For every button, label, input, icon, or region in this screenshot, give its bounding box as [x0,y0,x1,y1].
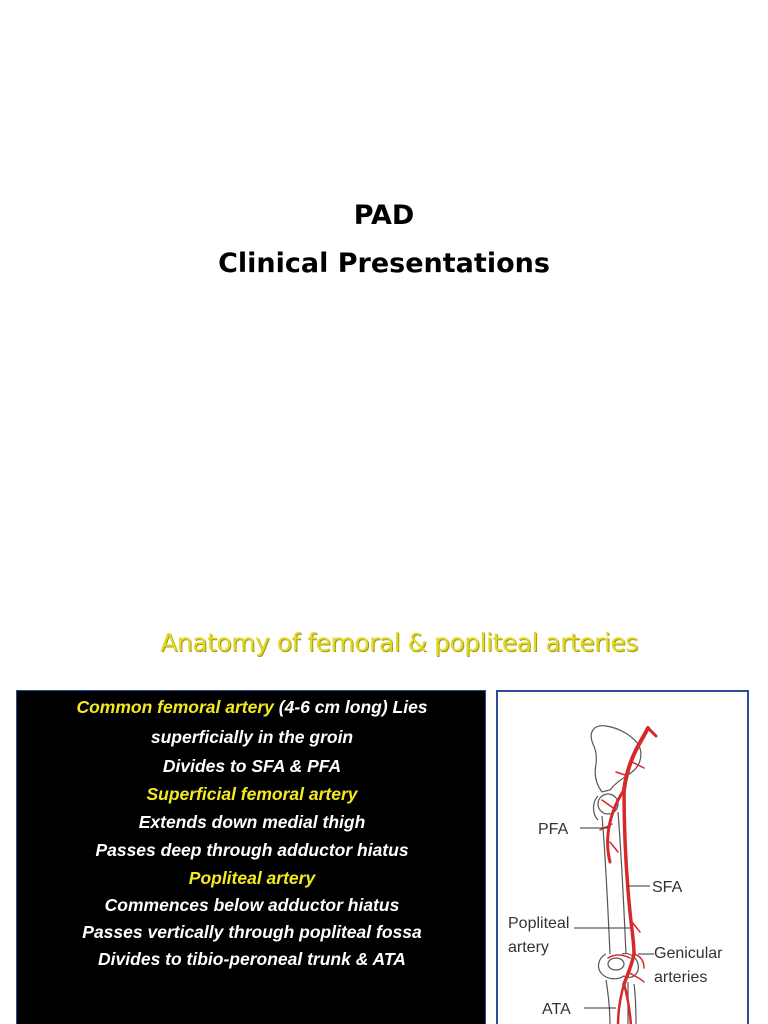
greater-trochanter [594,796,599,820]
text-line [17,840,487,861]
text-line [17,922,487,943]
text-line-body: Commences below adductor hiatus [104,895,400,915]
anatomy-heading: Anatomy of femoral & popliteal arteries [160,628,638,657]
text-line [17,727,487,748]
text-line [17,697,487,718]
anatomy-figure [496,690,749,1024]
tibia-left [606,980,610,1024]
text-line-body: Extends down medial thigh [138,812,366,832]
text-line [17,868,487,889]
text-line [17,812,487,833]
genicular-branch [608,955,630,958]
branch [632,762,644,768]
superficial-femoral-artery [624,790,634,954]
text-line [17,784,487,805]
text-line-body: Passes deep through adductor hiatus [95,840,409,860]
text-line-body: (4-6 cm long) Lies [273,697,428,717]
fibula [634,984,636,1024]
leg-artery-diagram [498,692,747,1024]
text-line [17,949,487,970]
profunda-femoris-artery [608,790,624,862]
text-line-body: Divides to tibio-peroneal trunk & ATA [98,949,406,969]
internal-iliac [648,728,656,736]
label-ata: ATA [542,1001,571,1018]
text-line-body: Divides to SFA & PFA [162,756,342,776]
external-iliac [636,728,648,750]
branch [602,800,616,810]
slide-title-line-2: Clinical Presentations [218,248,550,279]
text-line-highlight: Superficial femoral artery [146,784,358,804]
popliteal-artery [624,954,634,984]
text-line-highlight: Popliteal artery [188,868,316,888]
label-popliteal-1: Popliteal [508,915,570,932]
anatomy-slide [0,600,768,1024]
branch [610,842,618,852]
label-sfa: SFA [652,879,683,896]
label-genicular-1: Genicular [654,945,723,962]
label-pfa: PFA [538,821,569,838]
text-line-body: superficially in the groin [150,727,354,747]
anatomy-text-box [16,690,486,1024]
anterior-tibial-artery [618,984,624,1024]
text-line [17,895,487,916]
artery-group [600,728,656,1024]
genicular-branch [634,954,644,968]
label-popliteal-2: artery [508,939,549,956]
slide-title-line-1: PAD [353,200,415,231]
patella [608,958,624,970]
text-line [17,756,487,777]
text-line-body: Passes vertically through popliteal fossa [82,922,422,942]
label-genicular-2: arteries [654,969,708,986]
text-line-highlight: Common femoral artery [76,697,274,717]
